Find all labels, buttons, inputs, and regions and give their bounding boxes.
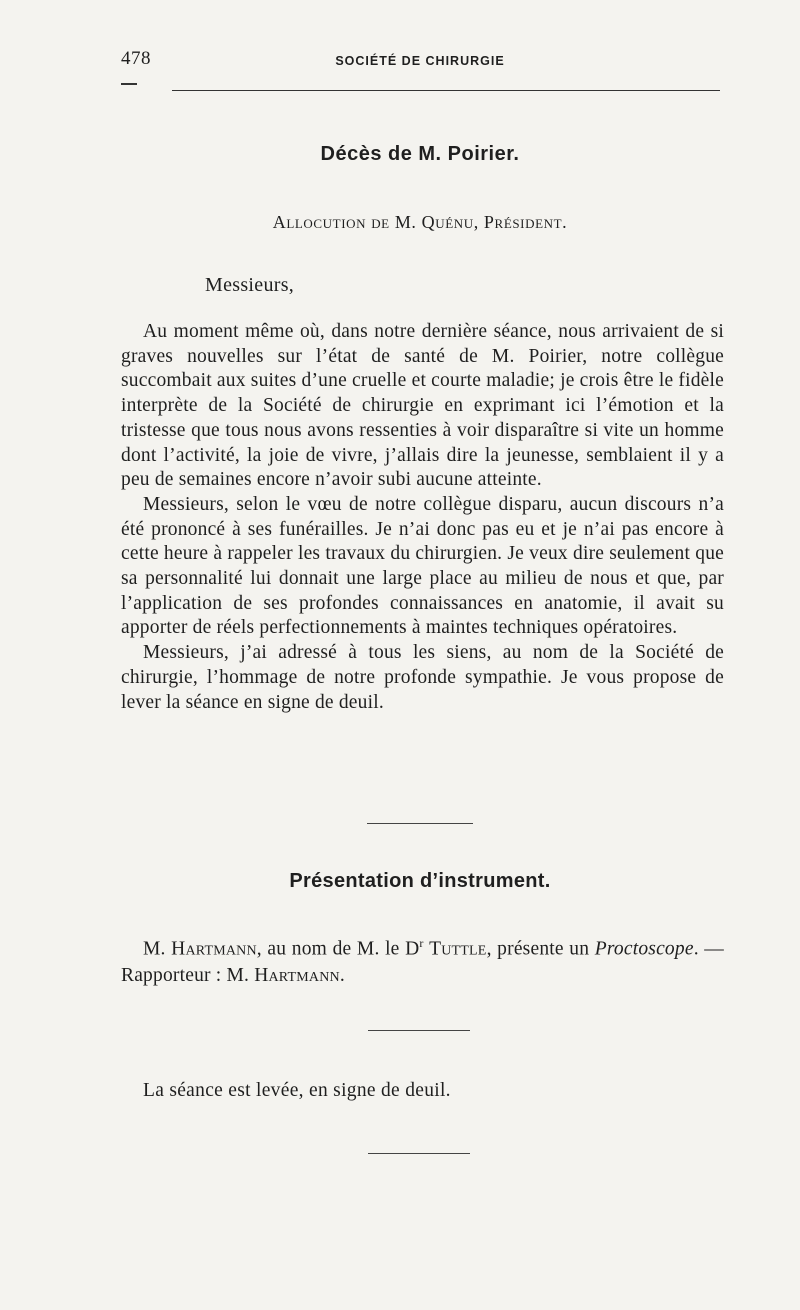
text-fragment: , au nom de M. le D bbox=[256, 938, 420, 960]
allocution-body bbox=[121, 320, 724, 715]
section-title-deces: Décès de M. Poirier. bbox=[320, 143, 520, 165]
instrument-name: Proctoscope bbox=[594, 938, 694, 960]
text-fragment: M. bbox=[143, 938, 166, 960]
superscript: r bbox=[419, 936, 424, 950]
separator-rule bbox=[368, 1153, 470, 1154]
paragraph: Au moment même où, dans notre dernière séance, nous arrivaient de si graves nouvelles sur l’état de santé de M. Poirier, notre collègue succombait aux suites d’une cruelle et courte maladie; je crois être le fidèle interprète de la Société de chirurgie en exprimant ici l’émotion et la tristesse que tous nous avons ressenties à voir disparaître si vite un homme dont l’activité, la joie de vivre, j’allais dire la jeunesse, semblaient il y a peu de semaines encore n’avoir subi aucune atteinte. bbox=[121, 321, 724, 491]
paragraph bbox=[121, 930, 724, 989]
section-title-presentation: Présentation d’instrument. bbox=[289, 870, 551, 892]
page-number-dash bbox=[121, 83, 137, 85]
separator-rule bbox=[368, 1030, 470, 1031]
paragraph: Messieurs, selon le vœu de notre collègue disparu, aucun discours n’a été prononcé à ses funérailles. Je n’ai donc pas eu et je n’ai pas encore à cette heure à rappeler les travaux du chirurgien. Je veux dire seulement que sa personnalité lui donnait une large place au milieu de nous et que, par l’application de ses profondes connaissances en anatomie, il avait su apporter de réels perfectionnements à maintes techniques opératoires. bbox=[121, 493, 724, 639]
presentation-text bbox=[121, 930, 724, 989]
closing-line: La séance est levée, en signe de deuil. bbox=[143, 1080, 451, 1101]
paragraph: Messieurs, j’ai adressé à tous les siens, au nom de la Société de chirurgie, l’hommage de notre profonde sympathie. Je vous propose de lever la séance en signe de deuil. bbox=[121, 642, 724, 713]
salutation: Messieurs, bbox=[205, 274, 295, 296]
section-subtitle-allocution: Allocution de M. Quénu, Président. bbox=[272, 212, 568, 232]
page-number: 478 bbox=[121, 48, 151, 69]
header-rule bbox=[172, 90, 720, 91]
author-name: Hartmann bbox=[254, 964, 340, 986]
text-fragment: , présente un bbox=[486, 938, 595, 960]
text-fragment: . bbox=[339, 964, 345, 986]
text-fragment: . — Rapporteur : M. bbox=[121, 938, 725, 986]
separator-rule bbox=[367, 823, 473, 824]
running-head: SOCIÉTÉ DE CHIRURGIE bbox=[335, 54, 505, 68]
author-name: Tuttle bbox=[429, 938, 487, 960]
author-name: Hartmann bbox=[171, 938, 257, 960]
